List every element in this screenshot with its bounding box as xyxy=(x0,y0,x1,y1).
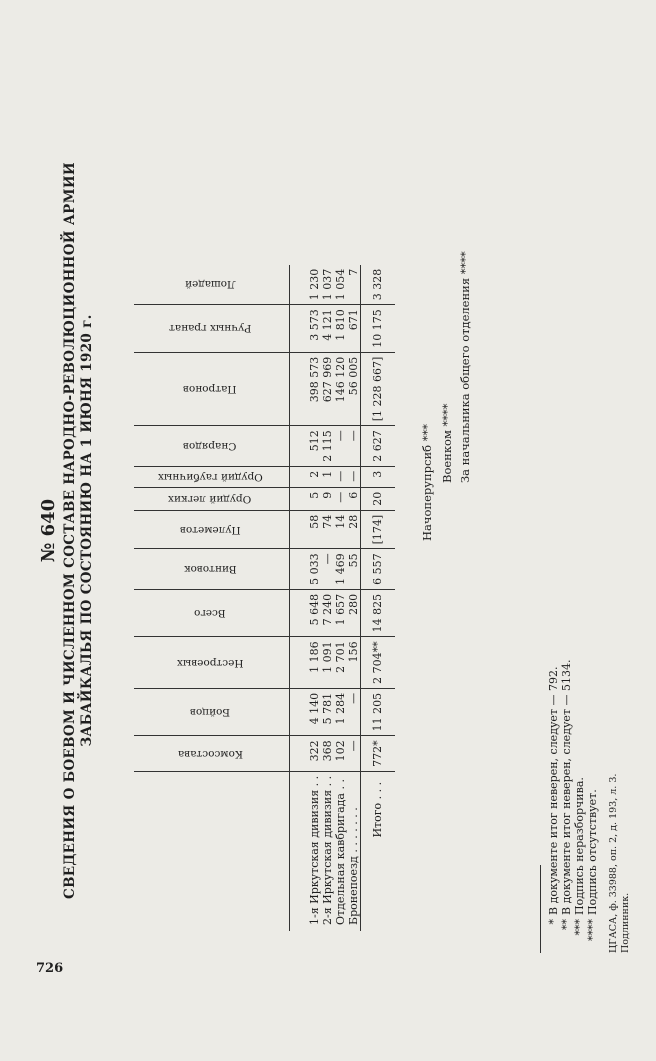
header-text: Снарядов xyxy=(183,440,237,453)
table-cell: 2 701 xyxy=(334,637,347,689)
table-cell: 14 xyxy=(334,510,347,549)
table-cell: 7 xyxy=(347,265,361,305)
column-header xyxy=(134,305,290,353)
table-cell: 1 037 xyxy=(321,265,334,305)
table-cell: 1 091 xyxy=(321,637,334,689)
row-label: 2-я Иркутская дивизия . . xyxy=(321,775,334,925)
table-cell: — xyxy=(334,426,347,467)
table-cell: 4 140 xyxy=(290,688,322,736)
table-cell: 1 810 xyxy=(334,305,347,353)
table-cell: — xyxy=(347,688,361,736)
row-label: Бронепоезд . . . . . . . xyxy=(347,807,360,925)
archive-reference xyxy=(608,774,632,953)
table-row xyxy=(347,265,361,931)
total-cell: 2 704** xyxy=(361,637,396,689)
footnote-3: ***Подпись неразборчива. xyxy=(573,777,586,936)
table-header-row xyxy=(134,265,290,931)
title-line-1: СВЕДЕНИЯ О БОЕВОМ И ЧИСЛЕННОМ СОСТАВЕ НАРОДНО-РЕВОЛЮЦИОННОЙ АРМИИ xyxy=(62,162,78,899)
table-cell: 1 230 xyxy=(290,265,322,305)
table-cell: 627 969 xyxy=(321,352,334,426)
column-header xyxy=(134,736,290,772)
header-text: Пулеметов xyxy=(179,523,241,536)
table-cell: 2 xyxy=(290,466,322,487)
footnote-4: ****Подпись отсутствует. xyxy=(586,789,599,941)
row-label: 1-я Иркутская дивизия . . xyxy=(308,775,321,925)
table-cell: 7 240 xyxy=(321,589,334,637)
table-cell: 280 xyxy=(347,589,361,637)
header-unit xyxy=(134,771,290,931)
table-body xyxy=(290,265,396,931)
header-text: Лошадей xyxy=(184,278,236,291)
signature-chief-general-dept: За начальника общего отделения **** xyxy=(458,251,472,483)
table-row xyxy=(290,265,322,931)
table-cell: 398 573 xyxy=(290,352,322,426)
table-cell: 2 115 xyxy=(321,426,334,467)
total-cell: 2 627 xyxy=(361,426,396,467)
column-header xyxy=(134,352,290,426)
table-cell: 74 xyxy=(321,510,334,549)
table-cell: — xyxy=(347,736,361,772)
table-cell: 102 xyxy=(334,736,347,772)
total-cell: 6 557 xyxy=(361,549,396,590)
column-header xyxy=(134,510,290,549)
table-cell: 5 648 xyxy=(290,589,322,637)
header-text: Орудий легких xyxy=(168,492,252,505)
total-cell: [1 228 667] xyxy=(361,352,396,426)
header-text: Ручных гранат xyxy=(168,322,252,335)
page-number: 726 xyxy=(36,961,64,976)
total-row xyxy=(361,265,396,931)
table-row xyxy=(321,265,334,931)
table-cell: 9 xyxy=(321,487,334,510)
header-text: Комсостава xyxy=(177,747,243,760)
header-text: Орудий гаубичных xyxy=(157,470,263,483)
table-cell: 56 005 xyxy=(347,352,361,426)
table-cell: — xyxy=(334,466,347,487)
table-cell: 5 781 xyxy=(321,688,334,736)
table-cell: 4 121 xyxy=(321,305,334,353)
signature-voenkom: Военком **** xyxy=(440,403,454,483)
footnote-1: *В документе итог неверен, следует — 792. xyxy=(547,666,560,925)
table-cell: 1 657 xyxy=(334,589,347,637)
column-header xyxy=(134,637,290,689)
total-cell: 11 205 xyxy=(361,688,396,736)
header-text: Патронов xyxy=(183,382,237,395)
army-strength-table xyxy=(134,265,395,931)
table-cell: — xyxy=(347,426,361,467)
total-cell: 772* xyxy=(361,736,396,772)
table-cell: 671 xyxy=(347,305,361,353)
table-cell: 58 xyxy=(290,510,322,549)
table-cell: 146 120 xyxy=(334,352,347,426)
table-cell: 28 xyxy=(347,510,361,549)
table-cell: — xyxy=(334,487,347,510)
table-cell: 156 xyxy=(347,637,361,689)
table-cell: — xyxy=(347,466,361,487)
header-text: Бойцов xyxy=(189,706,231,719)
total-cell: 3 328 xyxy=(361,265,396,305)
total-cell: 20 xyxy=(361,487,396,510)
signature-nachoperupr: Начоперупрсиб *** xyxy=(420,424,434,541)
row-label: Отдельная кавбригада . . xyxy=(334,779,347,925)
table-cell: 368 xyxy=(321,736,334,772)
table-cell: 3 573 xyxy=(290,305,322,353)
table-cell: 1 469 xyxy=(334,549,347,590)
table-row xyxy=(334,265,347,931)
document-number: № 640 xyxy=(38,498,59,563)
table-cell: 5 033 xyxy=(290,549,322,590)
footnote-2: **В документе итог неверен, следует — 5134. xyxy=(560,659,573,930)
total-cell: [174] xyxy=(361,510,396,549)
column-header xyxy=(134,688,290,736)
table-cell: 5 xyxy=(290,487,322,510)
table-cell: 322 xyxy=(290,736,322,772)
archive-note: Подлинник. xyxy=(620,892,631,953)
archive-citation: ЦГАСА, ф. 33988, оп. 2, д. 193, л. 3. xyxy=(608,773,619,953)
table-cell: 6 xyxy=(347,487,361,510)
header-text: Нестроевых xyxy=(176,656,244,669)
column-header xyxy=(134,466,290,487)
column-header xyxy=(134,426,290,467)
total-label: Итого . . . xyxy=(361,771,396,931)
table-cell: 1 xyxy=(321,466,334,487)
footnotes xyxy=(540,633,599,953)
document-title xyxy=(62,0,96,1061)
table-cell: 1 186 xyxy=(290,637,322,689)
table-cell: 1 054 xyxy=(334,265,347,305)
total-cell: 10 175 xyxy=(361,305,396,353)
table-cell: — xyxy=(321,549,334,590)
table-cell: 55 xyxy=(347,549,361,590)
table-cell: 512 xyxy=(290,426,322,467)
header-text: Всего xyxy=(194,607,226,620)
total-cell: 14 825 xyxy=(361,589,396,637)
header-text: Винтовок xyxy=(183,563,237,576)
total-cell: 3 xyxy=(361,466,396,487)
column-header xyxy=(134,589,290,637)
footnote-rule xyxy=(540,865,541,953)
table-cell: 1 284 xyxy=(334,688,347,736)
title-line-2: ЗАБАЙКАЛЬЯ ПО СОСТОЯНИЮ НА 1 ИЮНЯ 1920 г. xyxy=(79,314,95,747)
column-header xyxy=(134,487,290,510)
column-header xyxy=(134,265,290,305)
column-header xyxy=(134,549,290,590)
